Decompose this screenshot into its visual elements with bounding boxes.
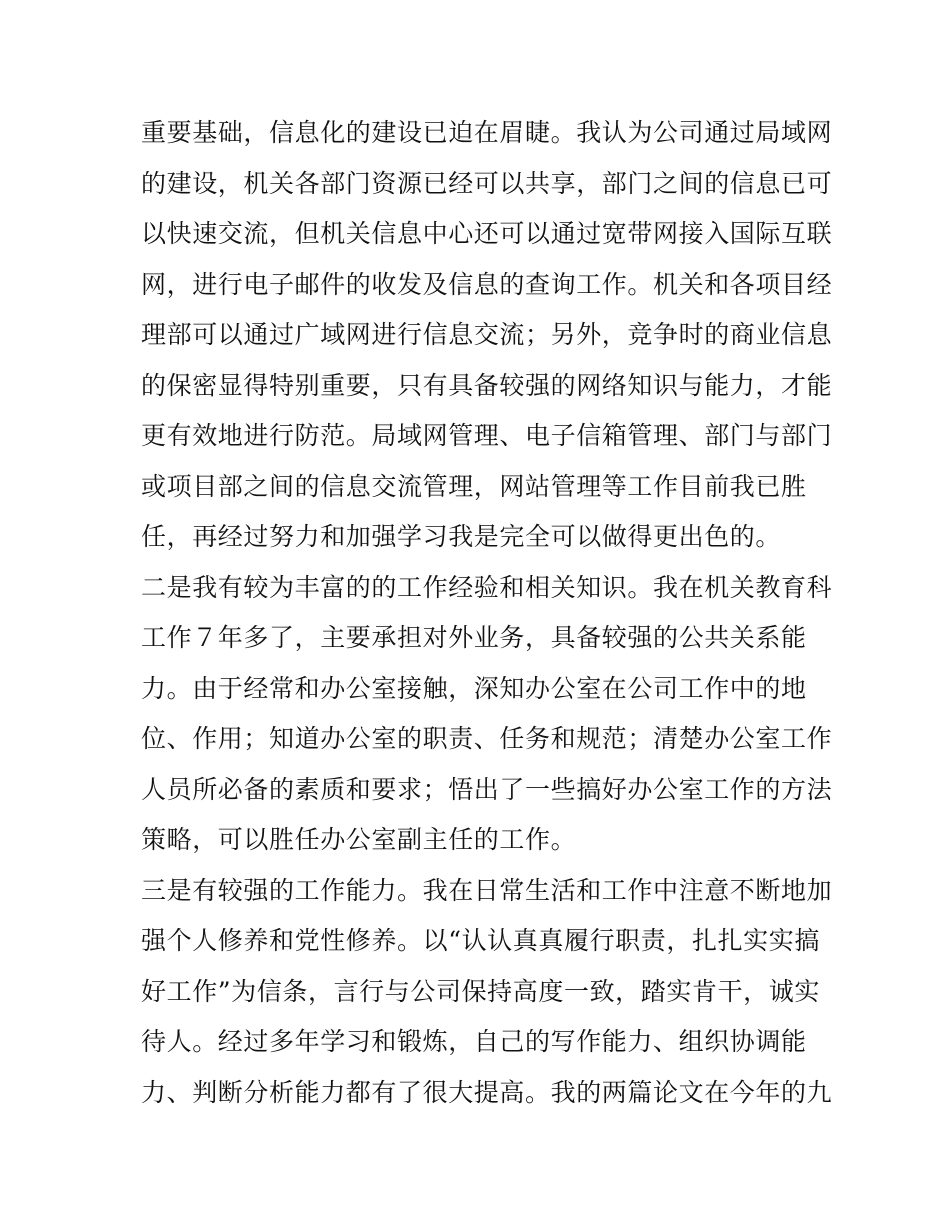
text-line: 待人。经过多年学习和锻炼，自己的写作能力、组织协调能: [141, 1027, 807, 1056]
text-line: 的建设，机关各部门资源已经可以共享，部门之间的信息已可: [141, 168, 833, 198]
text-line: 位、作用；知道办公室的职责、任务和规范；清楚办公室工作: [141, 724, 833, 753]
text-line: 二是我有较为丰富的的工作经验和相关知识。我在机关教育科: [141, 572, 833, 602]
text-line: 力、判断分析能力都有了很大提高。我的两篇论文在今年的九: [141, 1077, 833, 1107]
text-line: 任，再经过努力和加强学习我是完全可以做得更出色的。: [141, 522, 782, 551]
text-line: 三是有较强的工作能力。我在日常生活和工作中注意不断地加: [141, 875, 833, 905]
document-body: [141, 108, 833, 1118]
text-line: 更有效地进行防范。局域网管理、电子信箱管理、部门与部门: [141, 421, 833, 450]
text-line: 网，进行电子邮件的收发及信息的查询工作。机关和各项目经: [141, 269, 833, 299]
text-line: 策略，可以胜任办公室副主任的工作。: [141, 825, 577, 854]
text-line: 或项目部之间的信息交流管理，网站管理等工作目前我已胜: [141, 471, 807, 501]
text-line: 理部可以通过广域网进行信息交流；另外，竞争时的商业信息: [141, 320, 833, 349]
text-line: 力。由于经常和办公室接触，深知办公室在公司工作中的地: [141, 673, 807, 703]
text-line: 人员所必备的素质和要求；悟出了一些搞好办公室工作的方法: [141, 774, 833, 804]
text-line: 的保密显得特别重要，只有具备较强的网络知识与能力，才能: [141, 370, 833, 400]
text-line: 重要基础，信息化的建设已迫在眉睫。我认为公司通过局域网: [141, 118, 833, 147]
text-line: 以快速交流，但机关信息中心还可以通过宽带网接入国际互联: [141, 219, 833, 248]
text-line: 好工作”为信条，言行与公司保持高度一致，踏实肯干，诚实: [141, 976, 820, 1006]
text-line: 强个人修养和党性修养。以“认认真真履行职责，扎扎实实搞: [141, 926, 820, 955]
text-line: 工作７年多了，主要承担对外业务，具备较强的公共关系能: [141, 623, 807, 652]
